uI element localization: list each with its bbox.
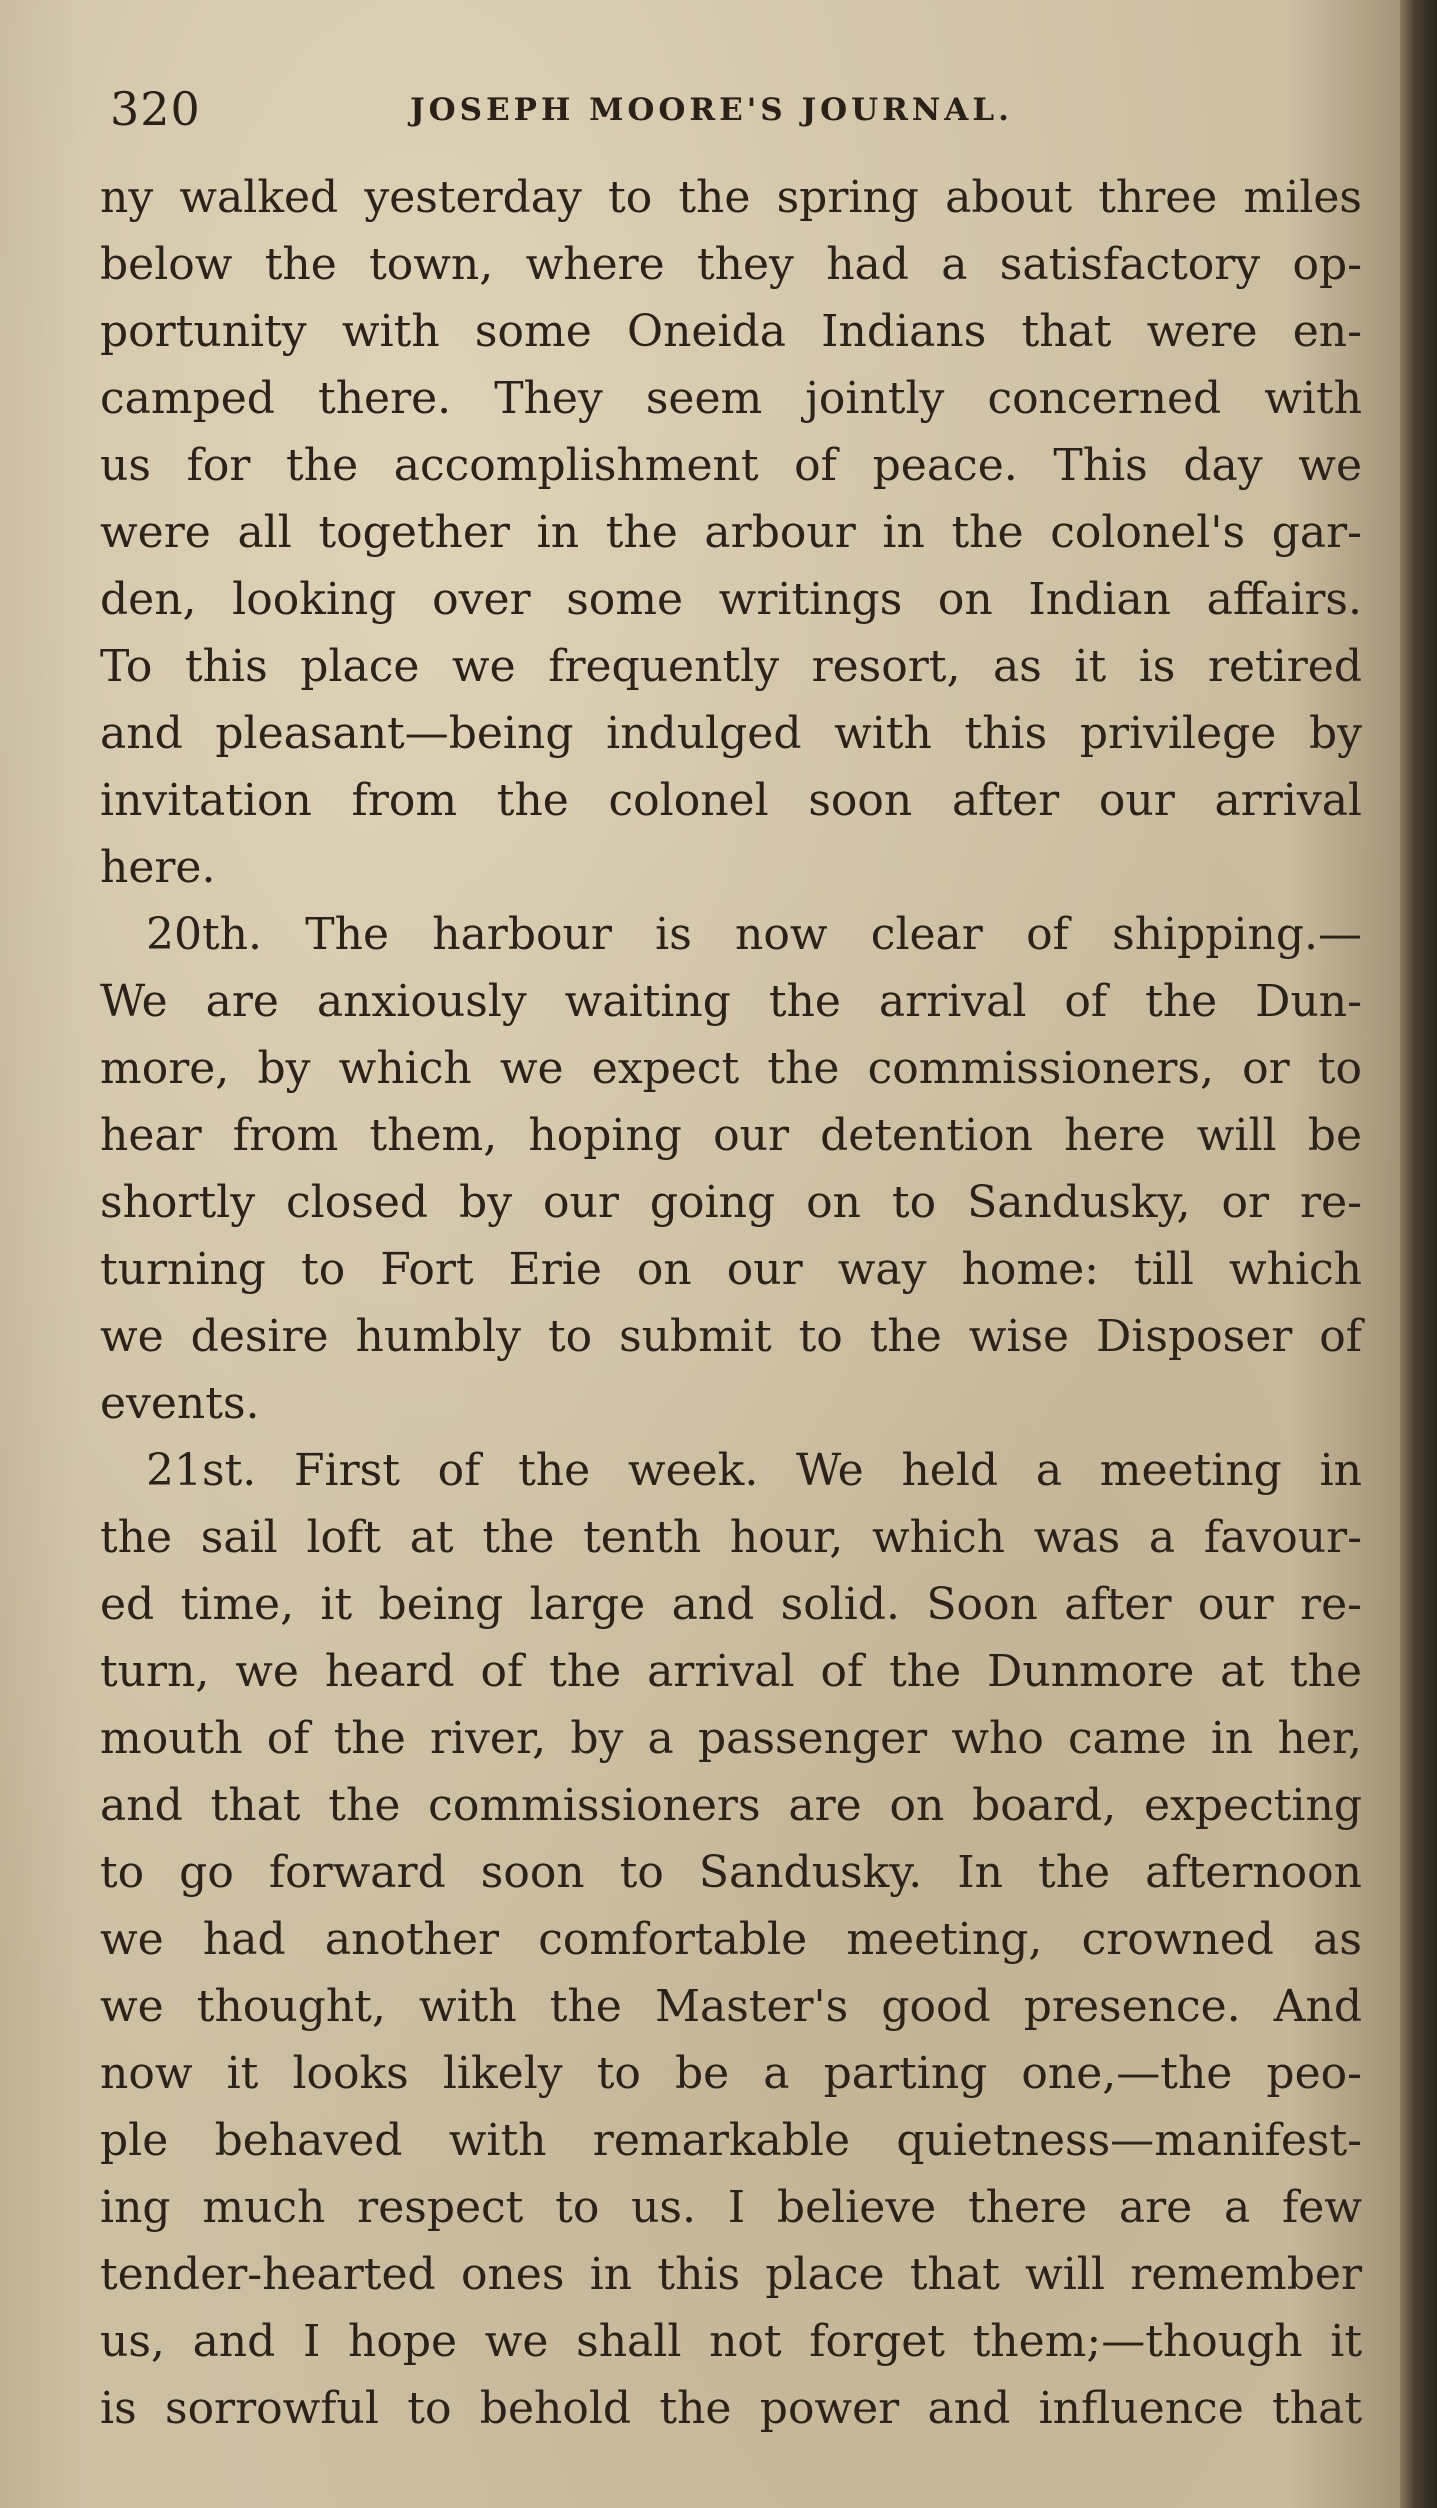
text-line: now it looks likely to be a parting one,—the peo- <box>100 2048 1362 2099</box>
text-line: To this place we frequently resort, as it is retired <box>100 641 1362 692</box>
text-line: ing much respect to us. I believe there are a few <box>100 2182 1362 2233</box>
text-line: We are anxiously waiting the arrival of the Dun- <box>100 976 1362 1027</box>
text-line: here. <box>100 842 216 893</box>
book-gutter <box>1400 0 1437 2508</box>
text-line: portunity with some Oneida Indians that were en- <box>100 306 1362 357</box>
text-line: 21st. First of the week. We held a meeting in <box>146 1445 1362 1496</box>
text-line: tender-hearted ones in this place that will remember <box>100 2249 1362 2300</box>
text-line: den, looking over some writings on Indian affairs. <box>100 574 1362 625</box>
text-line: and pleasant—being indulged with this privilege by <box>100 708 1362 759</box>
text-line: below the town, where they had a satisfactory op- <box>100 239 1362 290</box>
text-line: we desire humbly to submit to the wise Disposer of <box>100 1311 1362 1362</box>
text-line: and that the commissioners are on board, expecting <box>100 1780 1362 1831</box>
text-line: events. <box>100 1378 260 1429</box>
text-line: invitation from the colonel soon after our arrival <box>100 775 1362 826</box>
text-line: ny walked yesterday to the spring about three miles <box>100 172 1362 223</box>
page-number: 320 <box>110 82 201 136</box>
body-text <box>100 164 1362 2442</box>
running-head <box>110 78 1360 138</box>
text-line: hear from them, hoping our detention here will be <box>100 1110 1362 1161</box>
text-line: the sail loft at the tenth hour, which was a favour- <box>100 1512 1362 1563</box>
text-line: is sorrowful to behold the power and influence that <box>100 2383 1362 2434</box>
text-line: ple behaved with remarkable quietness—manifest- <box>100 2115 1362 2166</box>
text-line: to go forward soon to Sandusky. In the afternoon <box>100 1847 1362 1898</box>
text-line: us for the accomplishment of peace. This day we <box>100 440 1362 491</box>
text-line: turn, we heard of the arrival of the Dunmore at the <box>100 1646 1362 1697</box>
text-line: mouth of the river, by a passenger who came in her, <box>100 1713 1362 1764</box>
text-line: were all together in the arbour in the colonel's gar- <box>100 507 1362 558</box>
text-line: camped there. They seem jointly concerned with <box>100 373 1362 424</box>
text-line: us, and I hope we shall not forget them;—though it <box>100 2316 1362 2367</box>
text-line: we had another comfortable meeting, crowned as <box>100 1914 1362 1965</box>
text-line: we thought, with the Master's good presence. And <box>100 1981 1362 2032</box>
running-title: JOSEPH MOORE'S JOURNAL. <box>410 92 1013 128</box>
text-line: more, by which we expect the commissioners, or to <box>100 1043 1362 1094</box>
text-line: 20th. The harbour is now clear of shipping.— <box>146 909 1362 960</box>
text-line: turning to Fort Erie on our way home: till which <box>100 1244 1362 1295</box>
text-line: shortly closed by our going on to Sandusky, or re- <box>100 1177 1362 1228</box>
text-line: ed time, it being large and solid. Soon after our re- <box>100 1579 1362 1630</box>
